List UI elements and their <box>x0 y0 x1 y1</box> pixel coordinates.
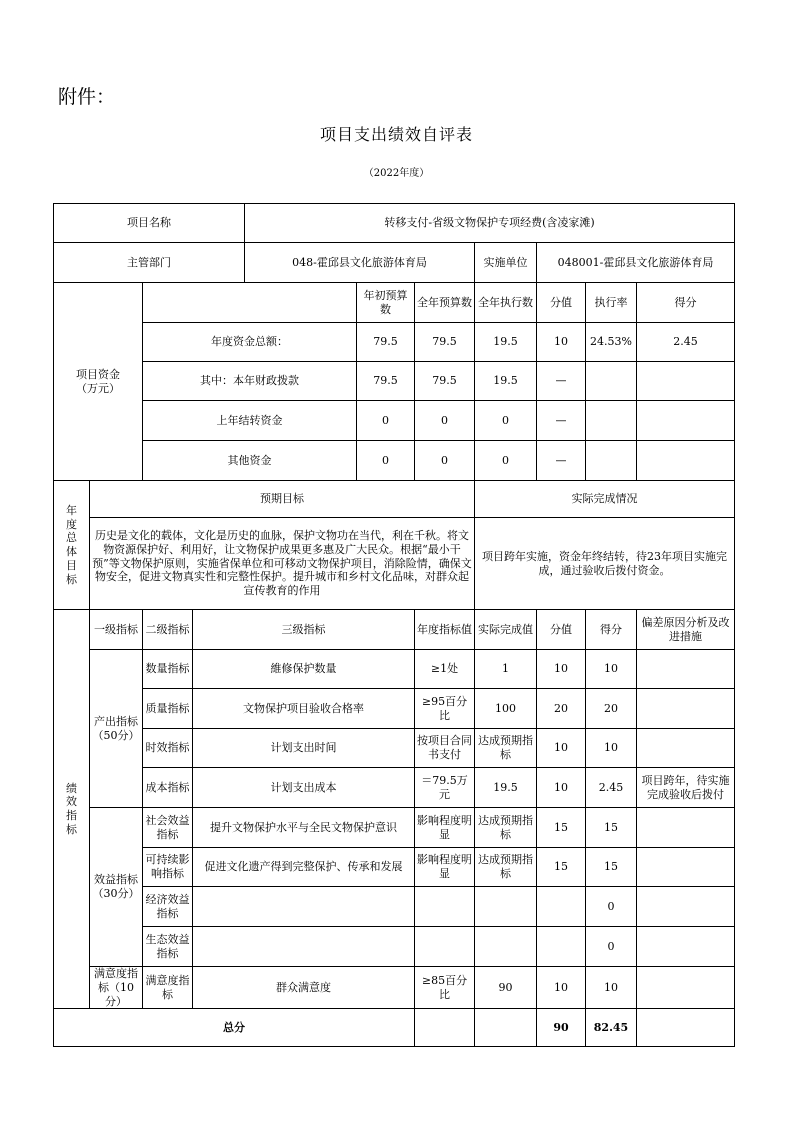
funds-header-executed: 全年执行数 <box>475 283 537 323</box>
funds-row-name: 其他资金 <box>143 441 357 481</box>
ind-score: 0 <box>586 927 637 967</box>
group-label-satisfaction: 满意度指标（10分） <box>90 967 143 1009</box>
ind-value: 10 <box>537 967 586 1009</box>
project-name-value: 转移支付-省级文物保护专项经费(含凌家滩) <box>245 204 735 243</box>
funds-row <box>54 362 735 401</box>
ind-level3: 计划支出成本 <box>193 768 415 808</box>
indicators-header-row <box>54 610 735 650</box>
attachment-label: 附件： <box>58 86 116 108</box>
total-target-blank <box>415 1009 475 1047</box>
funds-row-score <box>637 401 735 441</box>
goals-content-row <box>54 518 735 610</box>
funds-row-annual: 0 <box>415 441 475 481</box>
funds-row <box>54 323 735 362</box>
ind-level2: 社会效益指标 <box>143 808 193 848</box>
funds-row-executed: 19.5 <box>475 323 537 362</box>
ind-level2: 可持续影响指标 <box>143 848 193 887</box>
funds-row-score <box>637 441 735 481</box>
goals-header-row <box>54 481 735 518</box>
ind-score: 2.45 <box>586 768 637 808</box>
ind-actual: 1 <box>475 650 537 689</box>
funds-header-score: 得分 <box>637 283 735 323</box>
funds-header-blank <box>143 283 357 323</box>
ind-actual <box>475 887 537 927</box>
ind-note <box>637 650 735 689</box>
indicator-row <box>54 848 735 887</box>
project-name-row <box>54 204 735 243</box>
ind-level3: 文物保护项目验收合格率 <box>193 689 415 729</box>
funds-header-value: 分值 <box>537 283 586 323</box>
ind-level3: 计划支出时间 <box>193 729 415 768</box>
total-label: 总分 <box>54 1009 415 1047</box>
ind-level2: 数量指标 <box>143 650 193 689</box>
ind-score: 10 <box>586 967 637 1009</box>
funds-row-initial: 0 <box>357 401 415 441</box>
ind-level2: 生态效益指标 <box>143 927 193 967</box>
ind-header-score: 得分 <box>586 610 637 650</box>
unit-value: 048001-霍邱县文化旅游体育局 <box>537 243 735 283</box>
total-actual-blank <box>475 1009 537 1047</box>
ind-value: 10 <box>537 768 586 808</box>
ind-target <box>415 887 475 927</box>
funds-row-rate: 24.53% <box>586 323 637 362</box>
ind-actual: 达成预期指标 <box>475 848 537 887</box>
ind-note <box>637 848 735 887</box>
ind-value: 10 <box>537 729 586 768</box>
indicator-row <box>54 689 735 729</box>
ind-header-note: 偏差原因分析及改进措施 <box>637 610 735 650</box>
funds-row-executed: 19.5 <box>475 362 537 401</box>
ind-score: 15 <box>586 808 637 848</box>
ind-note <box>637 887 735 927</box>
ind-actual <box>475 927 537 967</box>
ind-note <box>637 689 735 729</box>
ind-note <box>637 927 735 967</box>
dept-label: 主管部门 <box>54 243 245 283</box>
total-score: 82.45 <box>586 1009 637 1047</box>
ind-header-target: 年度指标值 <box>415 610 475 650</box>
self-evaluation-table <box>53 203 735 1047</box>
funds-row-annual: 79.5 <box>415 362 475 401</box>
ind-header-actual: 实际完成值 <box>475 610 537 650</box>
ind-level2: 成本指标 <box>143 768 193 808</box>
ind-level2: 时效指标 <box>143 729 193 768</box>
ind-value: 20 <box>537 689 586 729</box>
ind-level3: 群众满意度 <box>193 967 415 1009</box>
ind-note <box>637 768 735 808</box>
ind-level3 <box>193 927 415 967</box>
funds-row <box>54 441 735 481</box>
ind-note <box>637 729 735 768</box>
ind-value <box>537 927 586 967</box>
ind-note-text: 项目跨年，待实施完成验收后拨付 <box>641 773 730 801</box>
ind-level3: 促进文化遗产得到完整保护、传承和发展 <box>193 848 415 887</box>
ind-score: 10 <box>586 729 637 768</box>
ind-value: 15 <box>537 848 586 887</box>
group-label-benefit: 效益指标 （30分） <box>90 808 143 967</box>
ind-target: ≥1处 <box>415 650 475 689</box>
ind-level2: 经济效益指标 <box>143 887 193 927</box>
ind-score: 15 <box>586 848 637 887</box>
indicator-row <box>54 887 735 927</box>
ind-header-value: 分值 <box>537 610 586 650</box>
ind-header-level2: 二级指标 <box>143 610 193 650</box>
funds-row-rate <box>586 441 637 481</box>
ind-target: 影响程度明显 <box>415 808 475 848</box>
ind-level2: 满意度指标 <box>143 967 193 1009</box>
funds-header-row <box>54 283 735 323</box>
funds-row-score <box>637 362 735 401</box>
ind-header-level3: 三级指标 <box>193 610 415 650</box>
funds-row-name: 上年结转资金 <box>143 401 357 441</box>
indicator-row <box>54 967 735 1009</box>
funds-row-annual: 79.5 <box>415 323 475 362</box>
form-year: （2022年度） <box>363 168 430 179</box>
goals-expected-header: 预期目标 <box>90 481 475 518</box>
ind-level3: 維修保护数量 <box>193 650 415 689</box>
funds-row-value: — <box>537 401 586 441</box>
ind-actual: 90 <box>475 967 537 1009</box>
ind-header-level1: 一级指标 <box>90 610 143 650</box>
funds-row-executed: 0 <box>475 401 537 441</box>
indicators-label: 绩效指标 <box>54 610 90 1009</box>
funds-row-annual: 0 <box>415 401 475 441</box>
ind-actual: 100 <box>475 689 537 729</box>
indicator-row <box>54 808 735 848</box>
ind-target: 影响程度明显 <box>415 848 475 887</box>
funds-row-rate <box>586 362 637 401</box>
goals-actual-header: 实际完成情况 <box>475 481 735 518</box>
funds-label: 项目资金 （万元） <box>54 283 143 481</box>
ind-score: 20 <box>586 689 637 729</box>
indicator-row <box>54 768 735 808</box>
unit-label: 实施单位 <box>475 243 537 283</box>
goals-actual-text: 项目跨年实施，资金年终结转，待23年项目实施完成，通过验收后拨付资金。 <box>475 518 735 610</box>
funds-row-rate <box>586 401 637 441</box>
goals-label: 年度总体目标 <box>54 481 90 610</box>
funds-row <box>54 401 735 441</box>
funds-row-initial: 0 <box>357 441 415 481</box>
ind-target: ≥85百分比 <box>415 967 475 1009</box>
indicator-row <box>54 729 735 768</box>
funds-row-name: 其中：本年财政拨款 <box>143 362 357 401</box>
total-note-blank <box>637 1009 735 1047</box>
ind-actual: 达成预期指标 <box>475 808 537 848</box>
funds-header-annual: 全年预算数 <box>415 283 475 323</box>
ind-value <box>537 887 586 927</box>
form-title: 项目支出绩效自评表 <box>319 125 473 144</box>
ind-target: 按项目合同书支付 <box>415 729 475 768</box>
funds-row-value: 10 <box>537 323 586 362</box>
ind-level2: 质量指标 <box>143 689 193 729</box>
indicator-row <box>54 927 735 967</box>
dept-value: 048-霍邱县文化旅游体育局 <box>245 243 475 283</box>
department-row <box>54 243 735 283</box>
funds-row-initial: 79.5 <box>357 362 415 401</box>
project-name-label: 项目名称 <box>54 204 245 243</box>
funds-header-initial: 年初预算数 <box>357 283 415 323</box>
funds-row-name: 年度资金总额： <box>143 323 357 362</box>
ind-value: 15 <box>537 808 586 848</box>
funds-row-initial: 79.5 <box>357 323 415 362</box>
ind-note <box>637 808 735 848</box>
total-row <box>54 1009 735 1047</box>
total-value: 90 <box>537 1009 586 1047</box>
ind-target <box>415 927 475 967</box>
indicator-row <box>54 650 735 689</box>
ind-note <box>637 967 735 1009</box>
funds-row-score: 2.45 <box>637 323 735 362</box>
ind-target: ≥95百分比 <box>415 689 475 729</box>
ind-actual: 19.5 <box>475 768 537 808</box>
ind-level3: 提升文物保护水平与全民文物保护意识 <box>193 808 415 848</box>
goals-expected-text: 历史是文化的载体，文化是历史的血脉，保护文物功在当代，利在千秋。将文物资源保护好、利用好，让文物保护成果更多惠及广大民众。根据“最小干预”等文物保护原则，实施省保单位和可移动文物保护项目，消除险情，确保文物安全，促进文物真实性和完整性保护。提升城市和乡村文化品味，对群众起宣传教育的作用 <box>90 518 475 610</box>
ind-level3 <box>193 887 415 927</box>
funds-row-value: — <box>537 441 586 481</box>
funds-header-rate: 执行率 <box>586 283 637 323</box>
group-label-output: 产出指标 （50分） <box>90 650 143 808</box>
funds-row-executed: 0 <box>475 441 537 481</box>
ind-score: 10 <box>586 650 637 689</box>
ind-value: 10 <box>537 650 586 689</box>
ind-actual: 达成预期指标 <box>475 729 537 768</box>
funds-row-value: — <box>537 362 586 401</box>
ind-score: 0 <box>586 887 637 927</box>
ind-target: ＝79.5万元 <box>415 768 475 808</box>
